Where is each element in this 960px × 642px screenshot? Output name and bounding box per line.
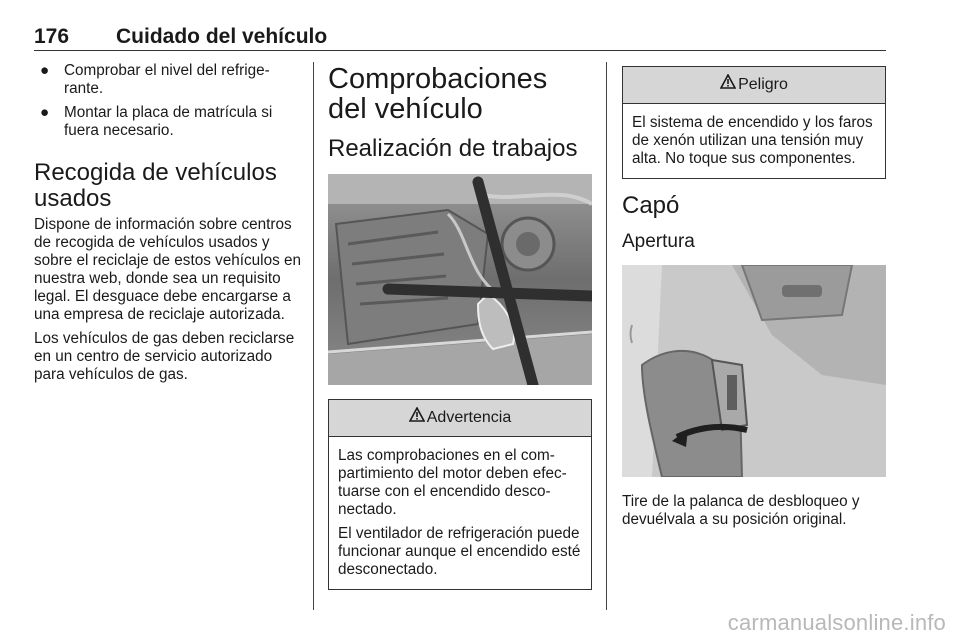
danger-box	[622, 66, 886, 179]
column-divider-left	[313, 62, 314, 610]
warning-triangle-icon	[409, 400, 425, 436]
engine-compartment-illustration	[328, 174, 592, 385]
danger-box-body	[623, 104, 885, 178]
hood-release-illustration	[622, 265, 886, 477]
paragraph: Dispone de información sobre centros de recogida de vehículos usados y sobre el reciclaje de estos vehículos en nuestra web, donde sea un requisito legal. El desguace debe encargarse a una empresa de reciclaje autorizada.	[34, 216, 301, 323]
danger-title: Peligro	[738, 76, 788, 94]
list-item	[34, 104, 302, 140]
warning-triangle-icon	[720, 67, 736, 103]
column-middle	[328, 62, 592, 590]
bullet-icon: ●	[40, 104, 50, 121]
column-divider-right	[606, 62, 607, 610]
list-item	[34, 62, 302, 98]
danger-box-header	[623, 67, 885, 104]
page-number: 176	[34, 25, 70, 48]
paragraph: Los vehículos de gas deben reciclarse en un centro de servicio autorizado para vehículos de gas.	[34, 330, 295, 383]
page-header	[34, 24, 886, 51]
warning-text: Las comprobaciones en el compartimiento del motor deben efectuarse con el encendido desconectado.	[338, 447, 567, 518]
warning-box	[328, 399, 592, 590]
bullet-icon: ●	[40, 62, 50, 79]
running-title: Cuidado del vehículo	[116, 25, 328, 48]
section-title-work: Realización de trabajos	[328, 135, 578, 162]
subsection-title-opening: Apertura	[622, 231, 695, 252]
bullet-text: Comprobar el nivel del refrigerante.	[64, 62, 270, 97]
column-left	[34, 62, 302, 384]
warning-text: El ventilador de refrigeración puede funcionar aunque el encendido esté desconectado.	[338, 525, 581, 578]
section-title-hood: Capó	[622, 192, 680, 219]
chapter-title: Comprobaciones del vehículo	[328, 63, 548, 125]
hood-release-caption: Tire de la palanca de desbloqueo y devuélvala a su posición original.	[622, 493, 860, 528]
column-right	[622, 62, 886, 529]
bullet-text: Montar la placa de matrícula si fuera necesario.	[64, 104, 273, 139]
section-title-recycling: Recogida de vehículos usados	[34, 159, 277, 212]
warning-box-body	[329, 437, 591, 589]
watermark: carmanualsonline.info	[727, 610, 946, 635]
warning-box-header	[329, 400, 591, 437]
warning-title: Advertencia	[426, 409, 512, 427]
danger-text: El sistema de encendido y los faros de xenón utilizan una tensión muy alta. No toque sus componentes.	[632, 114, 873, 167]
